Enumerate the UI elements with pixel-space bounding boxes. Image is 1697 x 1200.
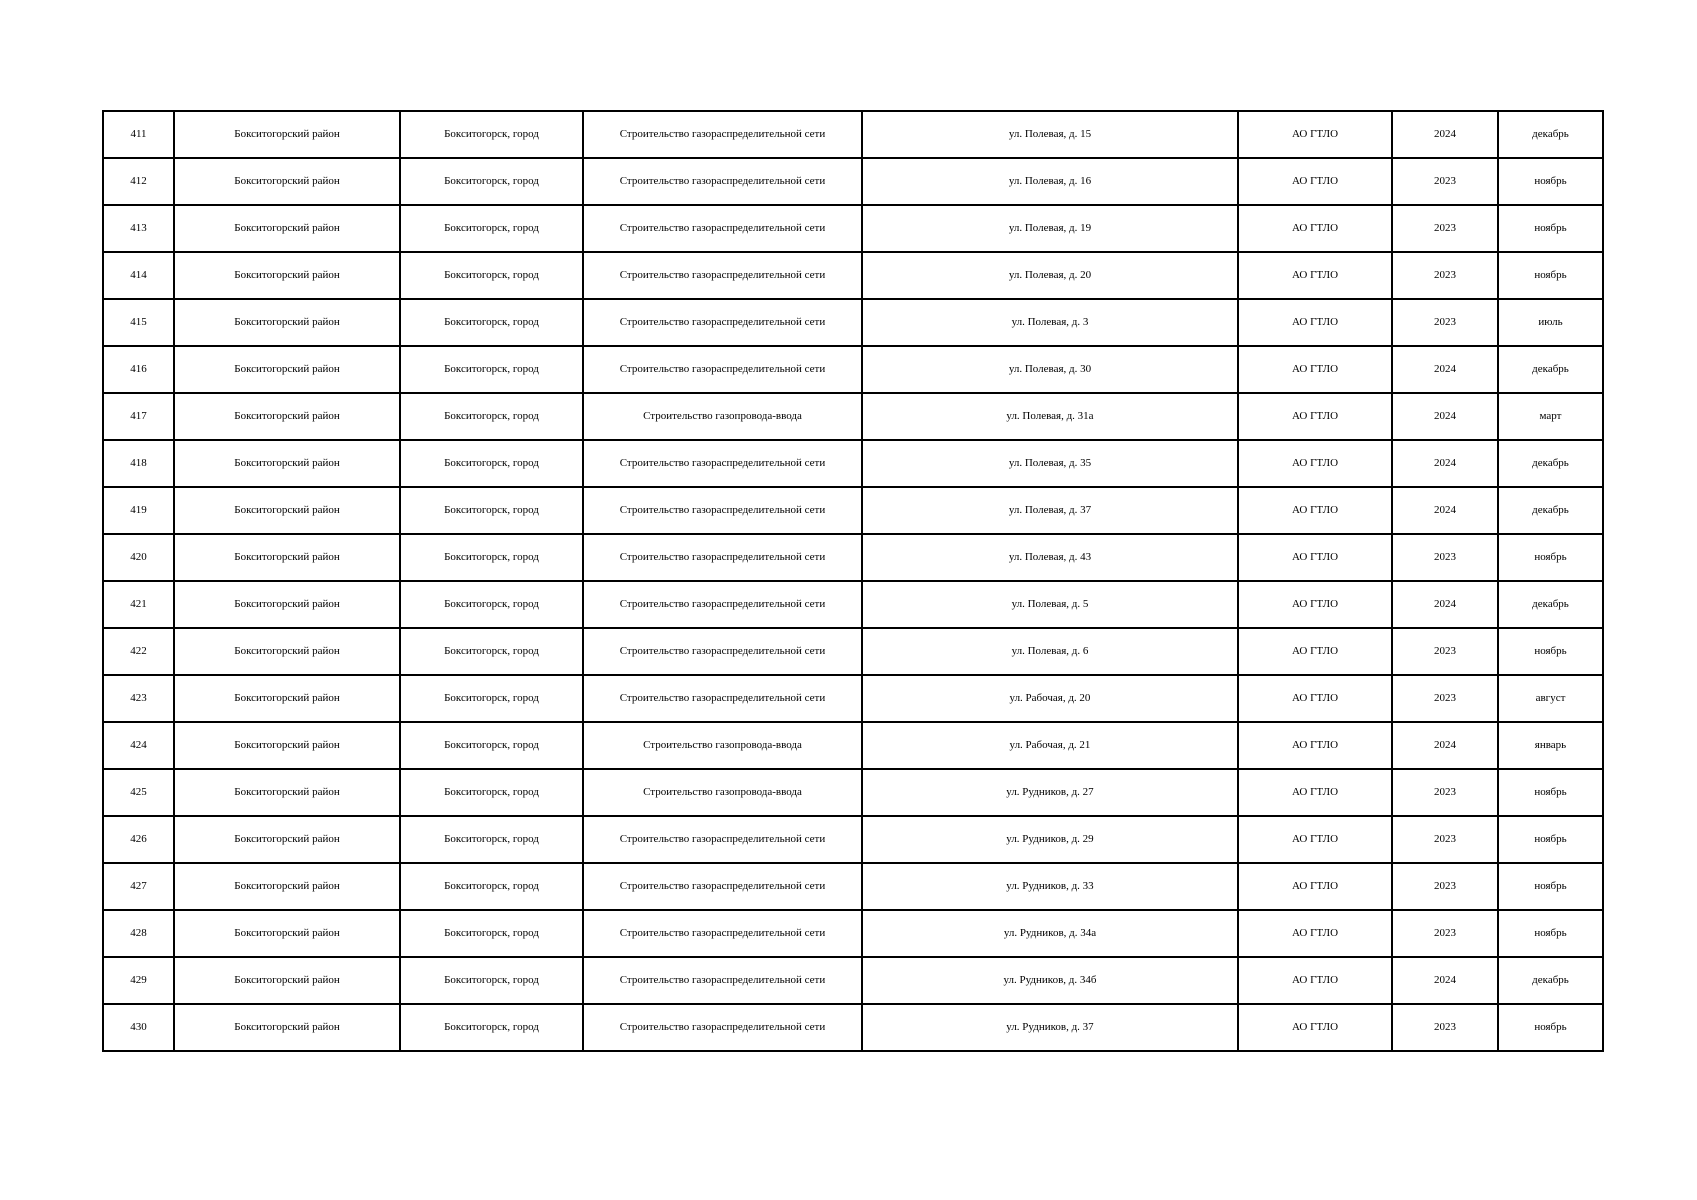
row-number-cell: 413 xyxy=(103,205,174,252)
address-cell: ул. Полевая, д. 16 xyxy=(862,158,1238,205)
year-cell: 2023 xyxy=(1392,299,1498,346)
settlement-cell: Бокситогорск, город xyxy=(400,393,583,440)
organization-cell: АО ГТЛО xyxy=(1238,628,1392,675)
work-type-cell: Строительство газораспределительной сети xyxy=(583,440,862,487)
row-number-cell: 420 xyxy=(103,534,174,581)
settlement-cell: Бокситогорск, город xyxy=(400,346,583,393)
address-cell: ул. Полевая, д. 37 xyxy=(862,487,1238,534)
district-cell: Бокситогорский район xyxy=(174,816,400,863)
district-cell: Бокситогорский район xyxy=(174,863,400,910)
month-cell: ноябрь xyxy=(1498,1004,1603,1051)
settlement-cell: Бокситогорск, город xyxy=(400,816,583,863)
work-type-cell: Строительство газораспределительной сети xyxy=(583,299,862,346)
settlement-cell: Бокситогорск, город xyxy=(400,299,583,346)
year-cell: 2023 xyxy=(1392,675,1498,722)
organization-cell: АО ГТЛО xyxy=(1238,722,1392,769)
settlement-cell: Бокситогорск, город xyxy=(400,769,583,816)
row-number-cell: 421 xyxy=(103,581,174,628)
address-cell: ул. Рудников, д. 34б xyxy=(862,957,1238,1004)
organization-cell: АО ГТЛО xyxy=(1238,675,1392,722)
address-cell: ул. Полевая, д. 35 xyxy=(862,440,1238,487)
year-cell: 2023 xyxy=(1392,1004,1498,1051)
district-cell: Бокситогорский район xyxy=(174,440,400,487)
organization-cell: АО ГТЛО xyxy=(1238,111,1392,158)
district-cell: Бокситогорский район xyxy=(174,722,400,769)
month-cell: декабрь xyxy=(1498,487,1603,534)
organization-cell: АО ГТЛО xyxy=(1238,581,1392,628)
row-number-cell: 424 xyxy=(103,722,174,769)
year-cell: 2024 xyxy=(1392,957,1498,1004)
table-row xyxy=(103,769,1603,816)
organization-cell: АО ГТЛО xyxy=(1238,487,1392,534)
year-cell: 2023 xyxy=(1392,628,1498,675)
month-cell: ноябрь xyxy=(1498,252,1603,299)
row-number-cell: 416 xyxy=(103,346,174,393)
month-cell: декабрь xyxy=(1498,346,1603,393)
settlement-cell: Бокситогорск, город xyxy=(400,722,583,769)
work-type-cell: Строительство газопровода-ввода xyxy=(583,722,862,769)
address-cell: ул. Полевая, д. 19 xyxy=(862,205,1238,252)
address-cell: ул. Полевая, д. 31а xyxy=(862,393,1238,440)
district-cell: Бокситогорский район xyxy=(174,346,400,393)
table-row xyxy=(103,252,1603,299)
district-cell: Бокситогорский район xyxy=(174,252,400,299)
row-number-cell: 430 xyxy=(103,1004,174,1051)
address-cell: ул. Рабочая, д. 20 xyxy=(862,675,1238,722)
year-cell: 2024 xyxy=(1392,581,1498,628)
row-number-cell: 419 xyxy=(103,487,174,534)
year-cell: 2023 xyxy=(1392,863,1498,910)
organization-cell: АО ГТЛО xyxy=(1238,769,1392,816)
district-cell: Бокситогорский район xyxy=(174,957,400,1004)
settlement-cell: Бокситогорск, город xyxy=(400,910,583,957)
table-row xyxy=(103,487,1603,534)
settlement-cell: Бокситогорск, город xyxy=(400,957,583,1004)
settlement-cell: Бокситогорск, город xyxy=(400,158,583,205)
district-cell: Бокситогорский район xyxy=(174,675,400,722)
address-cell: ул. Рабочая, д. 21 xyxy=(862,722,1238,769)
district-cell: Бокситогорский район xyxy=(174,158,400,205)
organization-cell: АО ГТЛО xyxy=(1238,205,1392,252)
district-cell: Бокситогорский район xyxy=(174,769,400,816)
table-row xyxy=(103,205,1603,252)
organization-cell: АО ГТЛО xyxy=(1238,910,1392,957)
settlement-cell: Бокситогорск, город xyxy=(400,487,583,534)
month-cell: ноябрь xyxy=(1498,158,1603,205)
year-cell: 2023 xyxy=(1392,816,1498,863)
month-cell: декабрь xyxy=(1498,111,1603,158)
address-cell: ул. Рудников, д. 27 xyxy=(862,769,1238,816)
settlement-cell: Бокситогорск, город xyxy=(400,628,583,675)
table-row xyxy=(103,440,1603,487)
row-number-cell: 412 xyxy=(103,158,174,205)
address-cell: ул. Полевая, д. 15 xyxy=(862,111,1238,158)
month-cell: ноябрь xyxy=(1498,205,1603,252)
settlement-cell: Бокситогорск, город xyxy=(400,205,583,252)
year-cell: 2023 xyxy=(1392,769,1498,816)
work-type-cell: Строительство газораспределительной сети xyxy=(583,816,862,863)
organization-cell: АО ГТЛО xyxy=(1238,957,1392,1004)
district-cell: Бокситогорский район xyxy=(174,910,400,957)
organization-cell: АО ГТЛО xyxy=(1238,393,1392,440)
table-body xyxy=(103,111,1603,1051)
row-number-cell: 418 xyxy=(103,440,174,487)
work-type-cell: Строительство газораспределительной сети xyxy=(583,957,862,1004)
address-cell: ул. Рудников, д. 34а xyxy=(862,910,1238,957)
table-row xyxy=(103,299,1603,346)
year-cell: 2023 xyxy=(1392,158,1498,205)
organization-cell: АО ГТЛО xyxy=(1238,863,1392,910)
year-cell: 2024 xyxy=(1392,393,1498,440)
month-cell: март xyxy=(1498,393,1603,440)
work-type-cell: Строительство газораспределительной сети xyxy=(583,111,862,158)
address-cell: ул. Рудников, д. 37 xyxy=(862,1004,1238,1051)
district-cell: Бокситогорский район xyxy=(174,111,400,158)
table-row xyxy=(103,158,1603,205)
work-type-cell: Строительство газораспределительной сети xyxy=(583,158,862,205)
work-type-cell: Строительство газораспределительной сети xyxy=(583,534,862,581)
address-cell: ул. Рудников, д. 29 xyxy=(862,816,1238,863)
work-type-cell: Строительство газораспределительной сети xyxy=(583,205,862,252)
work-type-cell: Строительство газораспределительной сети xyxy=(583,910,862,957)
district-cell: Бокситогорский район xyxy=(174,393,400,440)
organization-cell: АО ГТЛО xyxy=(1238,440,1392,487)
table-row xyxy=(103,346,1603,393)
table-row xyxy=(103,393,1603,440)
settlement-cell: Бокситогорск, город xyxy=(400,863,583,910)
table-row xyxy=(103,910,1603,957)
year-cell: 2024 xyxy=(1392,346,1498,393)
row-number-cell: 428 xyxy=(103,910,174,957)
month-cell: ноябрь xyxy=(1498,863,1603,910)
organization-cell: АО ГТЛО xyxy=(1238,346,1392,393)
organization-cell: АО ГТЛО xyxy=(1238,299,1392,346)
row-number-cell: 429 xyxy=(103,957,174,1004)
table-row xyxy=(103,957,1603,1004)
month-cell: декабрь xyxy=(1498,440,1603,487)
organization-cell: АО ГТЛО xyxy=(1238,1004,1392,1051)
district-cell: Бокситогорский район xyxy=(174,487,400,534)
month-cell: ноябрь xyxy=(1498,910,1603,957)
row-number-cell: 422 xyxy=(103,628,174,675)
month-cell: ноябрь xyxy=(1498,534,1603,581)
row-number-cell: 426 xyxy=(103,816,174,863)
work-type-cell: Строительство газораспределительной сети xyxy=(583,487,862,534)
table-row xyxy=(103,722,1603,769)
year-cell: 2024 xyxy=(1392,440,1498,487)
month-cell: август xyxy=(1498,675,1603,722)
month-cell: декабрь xyxy=(1498,957,1603,1004)
address-cell: ул. Полевая, д. 6 xyxy=(862,628,1238,675)
month-cell: ноябрь xyxy=(1498,816,1603,863)
work-type-cell: Строительство газораспределительной сети xyxy=(583,252,862,299)
year-cell: 2023 xyxy=(1392,205,1498,252)
settlement-cell: Бокситогорск, город xyxy=(400,534,583,581)
table-row xyxy=(103,628,1603,675)
row-number-cell: 415 xyxy=(103,299,174,346)
address-cell: ул. Полевая, д. 20 xyxy=(862,252,1238,299)
district-cell: Бокситогорский район xyxy=(174,581,400,628)
month-cell: декабрь xyxy=(1498,581,1603,628)
district-cell: Бокситогорский район xyxy=(174,534,400,581)
row-number-cell: 411 xyxy=(103,111,174,158)
address-cell: ул. Полевая, д. 5 xyxy=(862,581,1238,628)
district-cell: Бокситогорский район xyxy=(174,205,400,252)
work-type-cell: Строительство газораспределительной сети xyxy=(583,346,862,393)
table-row xyxy=(103,863,1603,910)
year-cell: 2023 xyxy=(1392,534,1498,581)
district-cell: Бокситогорский район xyxy=(174,1004,400,1051)
work-type-cell: Строительство газопровода-ввода xyxy=(583,769,862,816)
month-cell: июль xyxy=(1498,299,1603,346)
settlement-cell: Бокситогорск, город xyxy=(400,440,583,487)
table-row xyxy=(103,581,1603,628)
row-number-cell: 427 xyxy=(103,863,174,910)
row-number-cell: 414 xyxy=(103,252,174,299)
district-cell: Бокситогорский район xyxy=(174,299,400,346)
settlement-cell: Бокситогорск, город xyxy=(400,675,583,722)
settlement-cell: Бокситогорск, город xyxy=(400,111,583,158)
work-type-cell: Строительство газораспределительной сети xyxy=(583,628,862,675)
address-cell: ул. Рудников, д. 33 xyxy=(862,863,1238,910)
year-cell: 2024 xyxy=(1392,722,1498,769)
work-type-cell: Строительство газораспределительной сети xyxy=(583,675,862,722)
table-row xyxy=(103,675,1603,722)
year-cell: 2023 xyxy=(1392,910,1498,957)
settlement-cell: Бокситогорск, город xyxy=(400,1004,583,1051)
gasification-schedule-table xyxy=(102,110,1604,1052)
year-cell: 2023 xyxy=(1392,252,1498,299)
year-cell: 2024 xyxy=(1392,487,1498,534)
year-cell: 2024 xyxy=(1392,111,1498,158)
month-cell: январь xyxy=(1498,722,1603,769)
organization-cell: АО ГТЛО xyxy=(1238,158,1392,205)
work-type-cell: Строительство газораспределительной сети xyxy=(583,1004,862,1051)
row-number-cell: 423 xyxy=(103,675,174,722)
work-type-cell: Строительство газораспределительной сети xyxy=(583,863,862,910)
district-cell: Бокситогорский район xyxy=(174,628,400,675)
document-page xyxy=(102,110,1604,1052)
settlement-cell: Бокситогорск, город xyxy=(400,252,583,299)
address-cell: ул. Полевая, д. 30 xyxy=(862,346,1238,393)
address-cell: ул. Полевая, д. 3 xyxy=(862,299,1238,346)
organization-cell: АО ГТЛО xyxy=(1238,816,1392,863)
row-number-cell: 425 xyxy=(103,769,174,816)
row-number-cell: 417 xyxy=(103,393,174,440)
table-row xyxy=(103,534,1603,581)
address-cell: ул. Полевая, д. 43 xyxy=(862,534,1238,581)
work-type-cell: Строительство газораспределительной сети xyxy=(583,581,862,628)
table-row xyxy=(103,1004,1603,1051)
month-cell: ноябрь xyxy=(1498,769,1603,816)
month-cell: ноябрь xyxy=(1498,628,1603,675)
table-row xyxy=(103,111,1603,158)
settlement-cell: Бокситогорск, город xyxy=(400,581,583,628)
organization-cell: АО ГТЛО xyxy=(1238,252,1392,299)
work-type-cell: Строительство газопровода-ввода xyxy=(583,393,862,440)
table-row xyxy=(103,816,1603,863)
organization-cell: АО ГТЛО xyxy=(1238,534,1392,581)
